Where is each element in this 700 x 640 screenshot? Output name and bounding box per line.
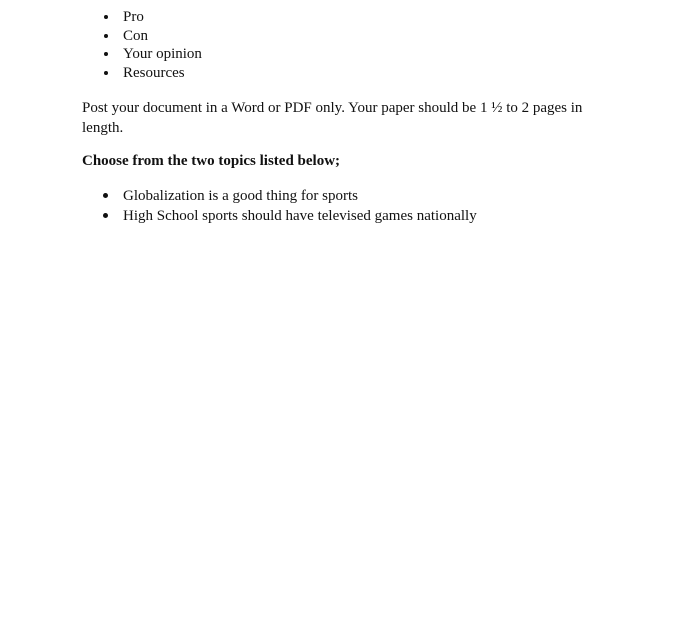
list-item-label: Your opinion — [123, 46, 202, 63]
list-item — [82, 206, 477, 226]
bullet-icon — [104, 34, 108, 38]
bullet-icon — [103, 193, 108, 198]
bullet-icon — [103, 213, 108, 218]
list-item-label: Pro — [123, 9, 144, 25]
list-item-label: Resources — [123, 65, 185, 82]
topic-label: Globalization is a good thing for sports — [123, 188, 358, 204]
outline-list — [82, 8, 202, 83]
list-item — [82, 186, 477, 206]
topic-label: High School sports should have televised games nationally — [123, 208, 477, 224]
list-item — [82, 27, 202, 46]
topics-heading: Choose from the two topics listed below; — [82, 153, 341, 169]
list-item — [82, 64, 202, 83]
bullet-icon — [104, 71, 108, 75]
instructions-paragraph: Post your document in a Word or PDF only. Your paper should be 1 ½ to 2 pages in length. — [82, 100, 583, 136]
bullet-icon — [104, 52, 108, 56]
topics-list — [82, 186, 477, 226]
bullet-icon — [104, 15, 108, 19]
list-item — [82, 45, 202, 64]
list-item — [82, 8, 202, 27]
list-item-label: Con — [123, 27, 149, 44]
